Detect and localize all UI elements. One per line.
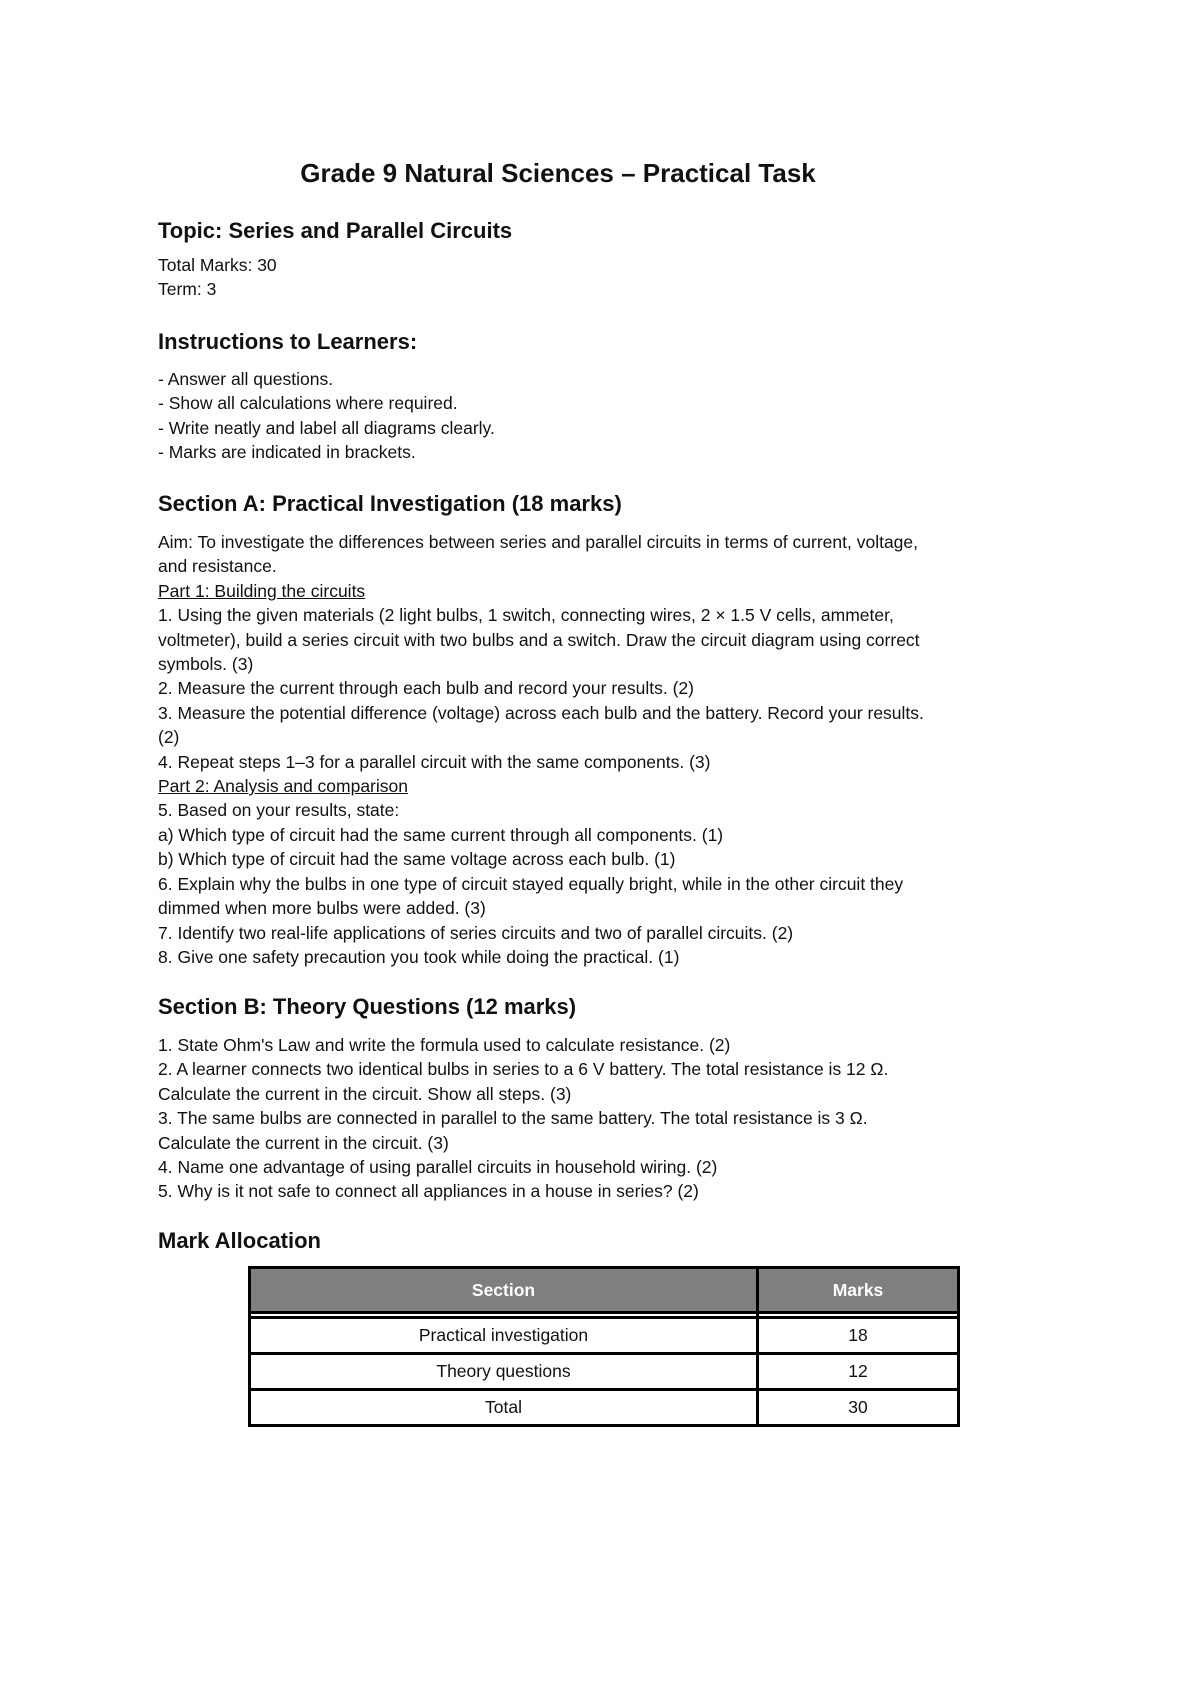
row-marks: 30: [758, 1390, 959, 1426]
meta-info: [158, 253, 1058, 302]
section-b-heading: Section B: Theory Questions (12 marks): [158, 994, 577, 1019]
question-line: (2): [158, 727, 180, 748]
section-a-heading: Section A: Practical Investigation (18 marks): [158, 491, 622, 516]
question-line: symbols. (3): [158, 654, 254, 675]
instruction-item: - Show all calculations where required.: [158, 393, 458, 414]
part-1-heading: Part 1: Building the circuits: [158, 580, 366, 601]
instruction-item: - Answer all questions.: [158, 369, 334, 389]
section-a-content: [158, 530, 1058, 969]
instructions-list: [158, 367, 1058, 465]
question-line: voltmeter), build a series circuit with two bulbs and a switch. Draw the circuit diagram using correct: [158, 629, 920, 650]
part-2-heading: Part 2: Analysis and comparison: [158, 776, 408, 797]
row-section: Total: [250, 1390, 758, 1426]
instruction-item: - Marks are indicated in brackets.: [158, 442, 416, 463]
question-line: a) Which type of circuit had the same current through all components. (1): [158, 824, 724, 845]
question-line: 7. Identify two real-life applications of series circuits and two of parallel circuits. (2): [158, 922, 794, 943]
row-section: Theory questions: [250, 1354, 758, 1390]
topic-heading: Topic: Series and Parallel Circuits: [158, 218, 513, 243]
question-line: 3. Measure the potential difference (voltage) across each bulb and the battery. Record your results.: [158, 702, 924, 723]
table-header-row: [250, 1268, 959, 1313]
question-line: 4. Name one advantage of using parallel circuits in household wiring. (2): [158, 1157, 718, 1178]
question-line: 6. Explain why the bulbs in one type of circuit stayed equally bright, while in the other circuit they: [158, 873, 904, 894]
question-line: Calculate the current in the circuit. (3): [158, 1132, 449, 1153]
table-row: [250, 1318, 959, 1354]
question-line: dimmed when more bulbs were added. (3): [158, 898, 486, 919]
question-line: 5. Based on your results, state:: [158, 800, 400, 821]
question-line: 8. Give one safety precaution you took while doing the practical. (1): [158, 946, 680, 967]
question-line: b) Which type of circuit had the same voltage across each bulb. (1): [158, 849, 676, 870]
table-row: [250, 1390, 959, 1426]
row-marks: 18: [758, 1318, 959, 1354]
header-marks: Marks: [758, 1268, 959, 1313]
total-marks-text: Total Marks: 30: [158, 255, 277, 275]
instruction-item: - Write neatly and label all diagrams clearly.: [158, 417, 495, 438]
section-b-content: [158, 1033, 1058, 1204]
aim-line: Aim: To investigate the differences between series and parallel circuits in terms of current, voltage,: [158, 532, 919, 552]
mark-allocation-table: [248, 1266, 960, 1427]
mark-allocation-heading: Mark Allocation: [158, 1228, 321, 1253]
aim-line: and resistance.: [158, 556, 277, 577]
question-line: 3. The same bulbs are connected in parallel to the same battery. The total resistance is 3 Ω.: [158, 1108, 868, 1129]
question-line: 1. Using the given materials (2 light bulbs, 1 switch, connecting wires, 2 × 1.5 V cells, ammeter,: [158, 605, 894, 626]
page-title: Grade 9 Natural Sciences – Practical Task: [300, 158, 816, 188]
row-section: Practical investigation: [250, 1318, 758, 1354]
question-line: 2. Measure the current through each bulb and record your results. (2): [158, 678, 694, 699]
instructions-heading: Instructions to Learners:: [158, 329, 418, 354]
question-line: 4. Repeat steps 1–3 for a parallel circuit with the same components. (3): [158, 751, 711, 772]
question-line: Calculate the current in the circuit. Show all steps. (3): [158, 1083, 572, 1104]
row-marks: 12: [758, 1354, 959, 1390]
table-row: [250, 1354, 959, 1390]
term-text: Term: 3: [158, 279, 217, 300]
question-line: 1. State Ohm's Law and write the formula used to calculate resistance. (2): [158, 1035, 731, 1055]
question-line: 2. A learner connects two identical bulbs in series to a 6 V battery. The total resistance is 12 Ω.: [158, 1059, 889, 1080]
question-line: 5. Why is it not safe to connect all appliances in a house in series? (2): [158, 1181, 699, 1202]
header-section: Section: [250, 1268, 758, 1313]
